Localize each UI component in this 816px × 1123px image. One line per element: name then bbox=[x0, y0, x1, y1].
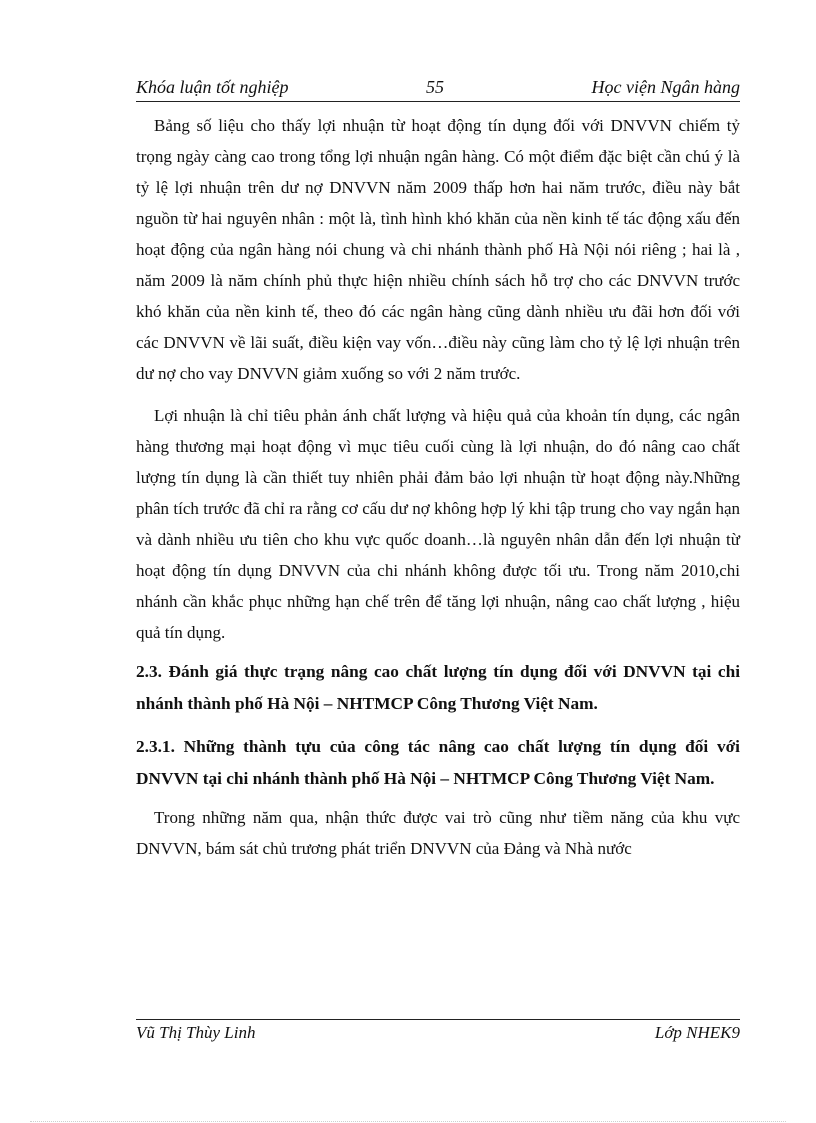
header-thesis-label: Khóa luận tốt nghiệp bbox=[136, 77, 289, 97]
section-heading-2-3-1: 2.3.1. Những thành tựu của công tác nâng cao chất lượng tín dụng đối với DNVVN tại chi nhánh thành phố Hà Nội – NHTMCP Công Thương Việt Nam. bbox=[136, 737, 740, 788]
page-number: 55 bbox=[426, 77, 444, 97]
header-divider bbox=[136, 101, 740, 102]
paragraph-achievements-intro: Trong những năm qua, nhận thức được vai trò cũng như tiềm năng của khu vực DNVVN, bám sát chủ trương phát triển DNVVN của Đảng và Nhà nước bbox=[136, 808, 740, 858]
paragraph-profit-table-analysis: Bảng số liệu cho thấy lợi nhuận từ hoạt động tín dụng đối với DNVVN chiếm tỷ trọng ngày càng cao trong tổng lợi nhuận ngân hàng. Có một điểm đặc biệt cần chú ý là tỷ lệ lợi nhuận trên dư nợ DNVVN năm 2009 thấp hơn hai năm trước, điều này bắt nguồn từ hai nguyên nhân : một là, tình hình khó khăn của nền kinh tế tác động xấu đến hoạt động của ngân hàng nói chung và chi nhánh thành phố Hà Nội nói riêng ; hai là , năm 2009 là năm chính phủ thực hiện nhiều chính sách hỗ trợ cho các DNVVN trước khó khăn của nền kinh tế, theo đó các ngân hàng cũng dành nhiều ưu đãi hơn đối với các DNVVN về lãi suất, điều kiện vay vốn…điều này cũng làm cho tỷ lệ lợi nhuận trên dư nợ cho vay DNVVN giảm xuống so với 2 năm trước. bbox=[136, 116, 740, 383]
header-institution: Học viện Ngân hàng bbox=[591, 77, 740, 97]
footer-author: Vũ Thị Thùy Linh bbox=[136, 1023, 256, 1042]
page-boundary bbox=[30, 1121, 786, 1122]
page-footer bbox=[136, 1021, 740, 1045]
section-heading-2-3: 2.3. Đánh giá thực trạng nâng cao chất lượng tín dụng đối với DNVVN tại chi nhánh thành phố Hà Nội – NHTMCP Công Thương Việt Nam. bbox=[136, 662, 740, 713]
paragraph-profit-indicator: Lợi nhuận là chỉ tiêu phản ánh chất lượng và hiệu quả của khoản tín dụng, các ngân hàng thương mại hoạt động vì mục tiêu cuối cùng là lợi nhuận, do đó nâng cao chất lượng tín dụng là cần thiết tuy nhiên phải đảm bảo lợi nhuận từ hoạt động này.Những phân tích trước đã chỉ ra rằng cơ cấu dư nợ không hợp lý khi tập trung cho vay ngắn hạn và dành nhiều ưu tiên cho khu vực quốc doanh…là nguyên nhân dẫn đến lợi nhuận từ hoạt động tín dụng DNVVN của chi nhánh không được tối ưu. Trong năm 2010,chi nhánh cần khắc phục những hạn chế trên để tăng lợi nhuận, nâng cao chất lượng , hiệu quả tín dụng. bbox=[136, 406, 740, 642]
footer-class: Lớp NHEK9 bbox=[654, 1023, 740, 1042]
footer-divider bbox=[136, 1019, 740, 1020]
page-body bbox=[136, 110, 740, 864]
page-header bbox=[136, 74, 740, 100]
